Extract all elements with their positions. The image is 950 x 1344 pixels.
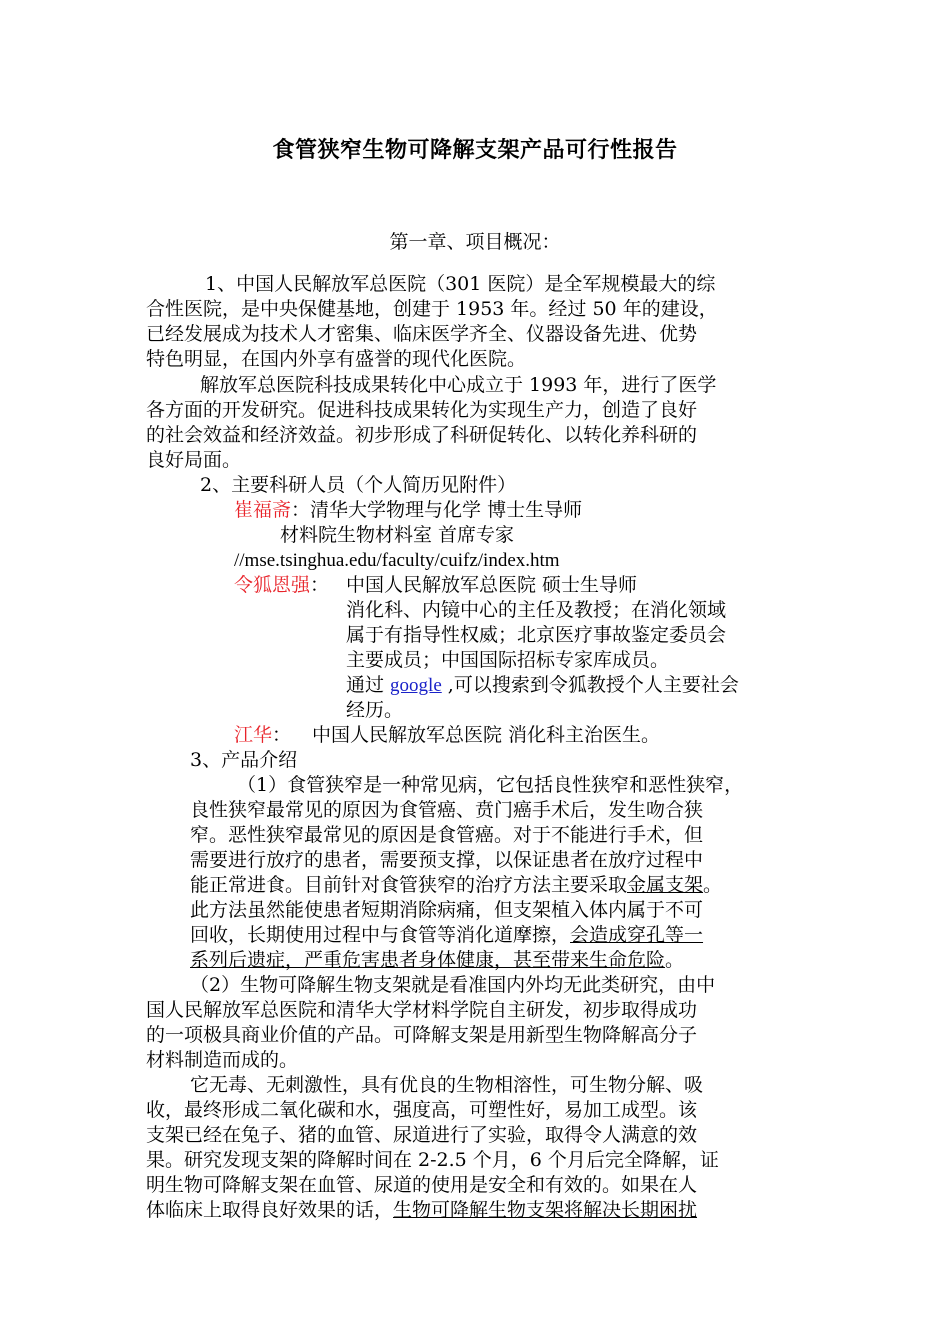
paragraph-line: 明生物可降解支架在血管、尿道的使用是安全和有效的。如果在人 bbox=[146, 1174, 698, 1196]
researcher-url: //mse.tsinghua.edu/faculty/cuifz/index.htm bbox=[234, 550, 560, 571]
text-span: 体临床上取得良好效果的话， bbox=[146, 1199, 394, 1221]
paragraph-line: （1）食管狭窄是一种常见病，它包括良性狭窄和恶性狭窄， bbox=[237, 774, 744, 796]
text-span: 。 bbox=[665, 949, 685, 971]
text-span: ,可以搜索到令狐教授个人主要社会 bbox=[441, 674, 739, 696]
underlined-text: 生物可降解生物支架将解决长期困扰 bbox=[393, 1199, 698, 1221]
paragraph-line bbox=[190, 873, 722, 898]
colon: ： bbox=[272, 724, 292, 746]
researcher-name: 崔福斋 bbox=[234, 499, 292, 521]
researcher-desc-line: 属于有指导性权威；北京医疗事故鉴定委员会 bbox=[346, 624, 727, 646]
researcher-name: 令狐恩强 bbox=[234, 574, 311, 596]
researcher-desc-line: 材料院生物材料室 首席专家 bbox=[280, 524, 515, 546]
researcher-jiang bbox=[234, 723, 291, 748]
text-span: 能正常进食。目前针对食管狭窄的治疗方法主要采取 bbox=[190, 874, 628, 896]
paragraph-line: 合性医院，是中央保健基地，创建于 1953 年。经过 50 年的建设， bbox=[146, 298, 718, 320]
paragraph-line: 果。研究发现支架的降解时间在 2-2.5 个月，6 个月后完全降解，证 bbox=[146, 1149, 719, 1171]
google-link[interactable]: google bbox=[390, 675, 442, 696]
section-heading: 3、产品介绍 bbox=[190, 749, 298, 771]
researcher-desc-line: 经历。 bbox=[346, 699, 404, 721]
paragraph-line: 材料制造而成的。 bbox=[146, 1049, 299, 1071]
paragraph-line: 1、中国人民解放军总医院（301 医院）是全军规模最大的综 bbox=[205, 273, 716, 295]
colon: ： bbox=[310, 574, 330, 596]
paragraph-line bbox=[190, 948, 684, 973]
paragraph-line bbox=[190, 923, 703, 948]
text-span: 。 bbox=[703, 874, 723, 896]
researcher-linghu bbox=[234, 573, 329, 598]
paragraph-line: 良好局面。 bbox=[146, 449, 242, 471]
paragraph-line: 此方法虽然能使患者短期消除病痛，但支架植入体内属于不可 bbox=[190, 899, 704, 921]
researcher-desc-line: 消化科、内镜中心的主任及教授；在消化领域 bbox=[346, 599, 727, 621]
researcher-desc-line: 中国人民解放军总医院 硕士生导师 bbox=[346, 574, 638, 596]
underlined-text: 系列后遗症，严重危害患者身体健康，甚至带来生命危险 bbox=[190, 949, 666, 971]
researcher-desc-line: 主要成员；中国国际招标专家库成员。 bbox=[346, 649, 670, 671]
paragraph-line: 已经发展成为技术人才密集、临床医学齐全、仪器设备先进、优势 bbox=[146, 323, 698, 345]
researcher-desc: 清华大学物理与化学 博士生导师 bbox=[310, 499, 583, 521]
document-title: 食管狭窄生物可降解支架产品可行性报告 bbox=[272, 137, 678, 163]
paragraph-line: 国人民解放军总医院和清华大学材料学院自主研发，初步取得成功 bbox=[146, 999, 698, 1021]
text-span: 回收，长期使用过程中与食管等消化道摩擦， bbox=[190, 924, 571, 946]
paragraph-line: 特色明显，在国内外享有盛誉的现代化医院。 bbox=[146, 348, 527, 370]
researcher-desc-line bbox=[346, 673, 739, 698]
text-span: 通过 bbox=[346, 674, 391, 696]
paragraph-line: 它无毒、无刺激性，具有优良的生物相溶性，可生物分解、吸 bbox=[190, 1074, 704, 1096]
chapter-heading: 第一章、项目概况： bbox=[389, 231, 561, 253]
paragraph-line: 窄。恶性狭窄最常见的原因是食管癌。对于不能进行手术，但 bbox=[190, 824, 704, 846]
paragraph-line bbox=[146, 1198, 697, 1223]
underlined-text: 会造成穿孔等一 bbox=[570, 924, 704, 946]
paragraph-line: 支架已经在兔子、猪的血管、尿道进行了实验，取得令人满意的效 bbox=[146, 1124, 698, 1146]
researcher-desc-line: 中国人民解放军总医院 消化科主治医生。 bbox=[312, 724, 661, 746]
paragraph-line: 需要进行放疗的患者，需要预支撑，以保证患者在放疗过程中 bbox=[190, 849, 704, 871]
section-heading: 2、主要科研人员（个人简历见附件） bbox=[200, 474, 517, 496]
underlined-text: 金属支架 bbox=[627, 874, 704, 896]
paragraph-line: 各方面的开发研究。促进科技成果转化为实现生产力，创造了良好 bbox=[146, 399, 698, 421]
paragraph-line: 良性狭窄最常见的原因为食管癌、贲门癌手术后，发生吻合狭 bbox=[190, 799, 704, 821]
colon: ： bbox=[291, 499, 311, 521]
paragraph-line: 解放军总医院科技成果转化中心成立于 1993 年，进行了医学 bbox=[200, 374, 717, 396]
researcher-cui bbox=[234, 498, 582, 523]
paragraph-line: 收，最终形成二氧化碳和水，强度高，可塑性好，易加工成型。该 bbox=[146, 1099, 698, 1121]
paragraph-line: 的社会效益和经济效益。初步形成了科研促转化、以转化养科研的 bbox=[146, 424, 698, 446]
paragraph-line: 的一项极具商业价值的产品。可降解支架是用新型生物降解高分子 bbox=[146, 1024, 698, 1046]
paragraph-line: （2）生物可降解生物支架就是看准国内外均无此类研究，由中 bbox=[190, 974, 716, 996]
researcher-name: 江华 bbox=[234, 724, 273, 746]
